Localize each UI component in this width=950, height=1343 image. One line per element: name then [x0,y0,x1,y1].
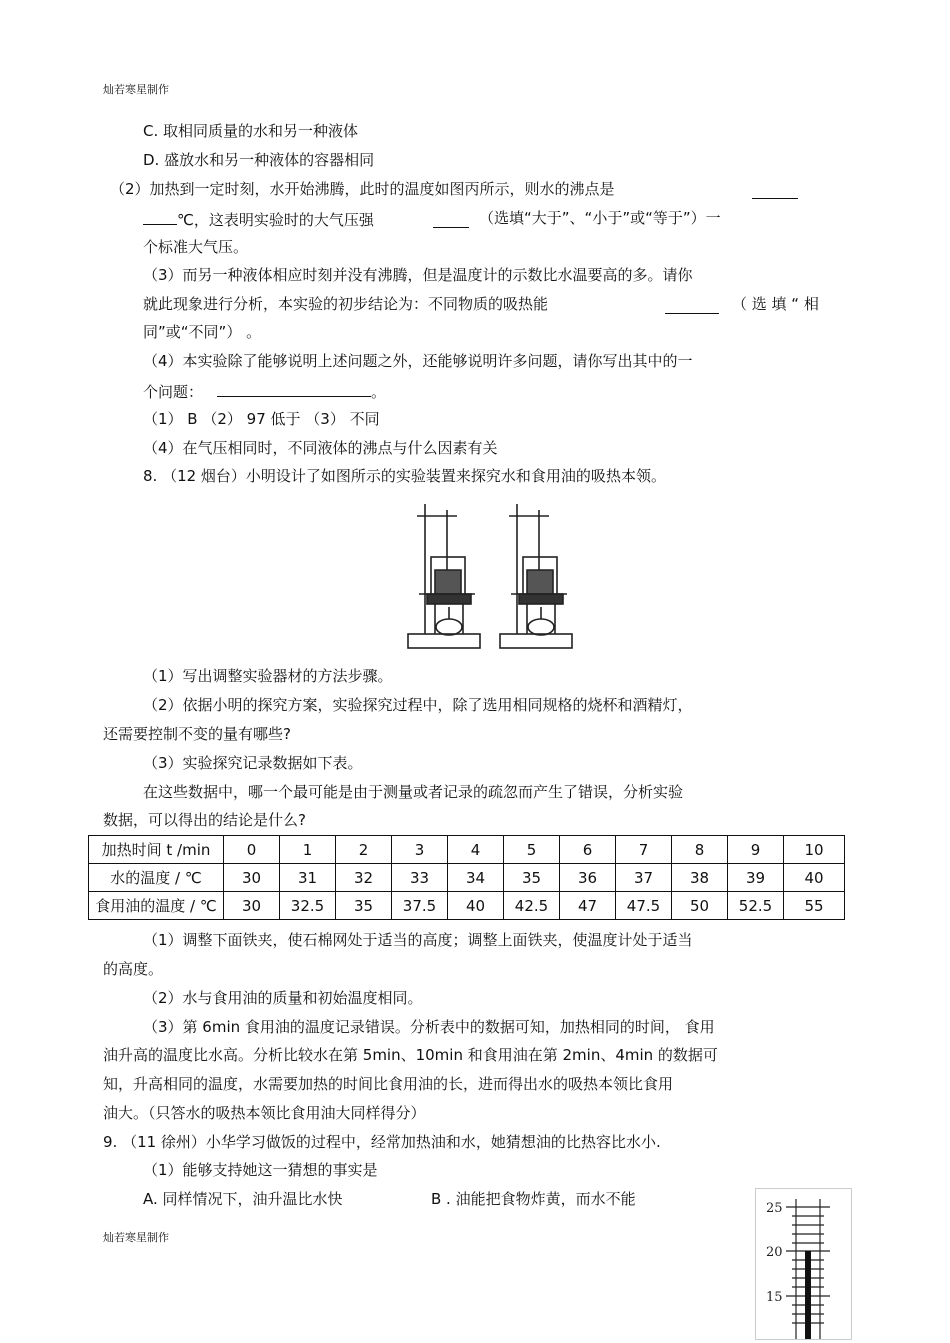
table-cell: 50 [672,892,728,920]
question-4-line1: （4）本实验除了能够说明上述问题之外，还能够说明许多问题，请你写出其中的一 [143,352,693,370]
table-cell: 31 [280,864,336,892]
table-cell: 47.5 [616,892,672,920]
tick-label-25: 25 [766,1201,783,1216]
table-cell: 37 [616,864,672,892]
table-cell: 9 [728,836,784,864]
table-row-oil [89,892,845,920]
table-cell: 47 [560,892,616,920]
table-cell: 35 [504,864,560,892]
table-cell: 33 [392,864,448,892]
mercury-column [805,1251,811,1339]
table-cell: 40 [448,892,504,920]
tick-label-15: 15 [766,1290,783,1305]
table-cell: 32.5 [280,892,336,920]
answer-8-3-line3: 知，升高相同的温度，水需要加热的时间比食用油的长，进而得出水的吸热本领比食用 [103,1075,674,1093]
question-2-unit-text: ℃，这表明实验时的大气压强 [177,211,374,229]
question-9: 9. （11 徐州）小华学习做饭的过程中，经常加热油和水，她猜想油的比热容比水小. [103,1133,661,1151]
answer-8-3-line2: 油升高的温度比水高。分析比较水在第 5min、10min 和食用油在第 2min、4min 的数据可 [103,1046,718,1064]
question-4-label: 个问题： [143,383,204,401]
option-d: D. 盛放水和另一种液体的容器相同 [143,151,375,169]
answer-8-1-line2: 的高度。 [103,960,164,978]
question-2-line3: 个标准大气压。 [143,238,249,256]
left-base [408,634,480,648]
table-cell: 37.5 [392,892,448,920]
table-cell: 38 [672,864,728,892]
left-alcohol-lamp [436,619,462,635]
question-8-part3: （3）实验探究记录数据如下表。 [143,754,363,772]
table-cell: 10 [784,836,845,864]
boiling-point-blank-b [143,208,177,225]
answer-8-3-line4: 油大。（只答水的吸热本领比食用油大同样得分） [103,1104,426,1122]
question-3-tail: （ 选 填 “ 相 [732,295,819,313]
answer-8-1-line1: （1）调整下面铁夹，使石棉网处于适当的高度；调整上面铁夹，使温度计处于适当 [143,931,693,949]
question-4-blank [217,380,371,397]
table-cell: 36 [560,864,616,892]
question-3-line3: 同”或“不同”） 。 [143,323,262,341]
question-2-text: （2）加热到一定时刻，水开始沸腾，此时的温度如图丙所示，则水的沸点是 [110,180,615,198]
question-3-line1: （3）而另一种液体相应时刻并没有沸腾，但是温度计的示数比水温要高的多。请你 [143,266,693,284]
table-cell: 39 [728,864,784,892]
question-8-part2-line2: 还需要控制不变的量有哪些? [103,725,291,743]
question-2-tail: （选填“大于”、“小于”或“等于”）一 [479,209,721,227]
apparatus-figure [405,502,585,652]
answer-line-1: （1） B （2） 97 低于 （3） 不同 [143,410,380,428]
heat-absorb-blank [665,297,719,314]
table-cell: 食用油的温度 / ℃ [89,892,224,920]
option-c: C. 取相同质量的水和另一种液体 [143,122,359,140]
tick-label-20: 20 [766,1245,783,1260]
right-alcohol-lamp [528,619,554,635]
question-8-part2-line1: （2）依据小明的探究方案，实验探究过程中，除了选用相同规格的烧杯和酒精灯， [143,696,693,714]
thermometer-figure [755,1188,852,1340]
table-cell: 55 [784,892,845,920]
question-8-part4-line2: 数据，可以得出的结论是什么? [103,811,306,829]
page-header: 灿若寒星制作 [103,83,169,96]
question-4-line2 [143,380,386,402]
answer-8-2: （2）水与食用油的质量和初始温度相同。 [143,989,423,1007]
page-footer: 灿若寒星制作 [103,1231,169,1244]
question-9-part1: （1）能够支持她这一猜想的事实是 [143,1161,378,1179]
question-2-line2 [143,208,374,230]
data-table [88,835,845,920]
question-9-option-a: A. 同样情况下，油升温比水快 [143,1190,343,1208]
answer-8-3-line1: （3）第 6min 食用油的温度记录错误。分析表中的数据可知，加热相同的时间， 食用 [143,1018,715,1036]
table-cell: 52.5 [728,892,784,920]
table-cell: 42.5 [504,892,560,920]
right-base [500,634,572,648]
table-cell: 1 [280,836,336,864]
table-cell: 加热时间 t /min [89,836,224,864]
question-8: 8. （12 烟台）小明设计了如图所示的实验装置来探究水和食用油的吸热本领。 [143,467,666,485]
table-row-water [89,864,845,892]
question-8-part1: （1）写出调整实验器材的方法步骤。 [143,667,393,685]
question-8-part4-line1: 在这些数据中，哪一个最可能是由于测量或者记录的疏忽而产生了错误，分析实验 [143,783,684,801]
table-cell: 2 [336,836,392,864]
table-cell: 6 [560,836,616,864]
table-cell: 30 [224,892,280,920]
question-9-option-b: B . 油能把食物炸黄，而水不能 [431,1190,636,1208]
table-cell: 0 [224,836,280,864]
table-cell: 7 [616,836,672,864]
table-cell: 水的温度 / ℃ [89,864,224,892]
question-4-end: 。 [371,383,387,401]
boiling-point-blank-a [752,182,798,199]
table-cell: 40 [784,864,845,892]
table-cell: 35 [336,892,392,920]
question-3-line2: 就此现象进行分析，本实验的初步结论为：不同物质的吸热能 [143,295,549,313]
pressure-blank [433,211,469,228]
answer-line-2: （4）在气压相同时，不同液体的沸点与什么因素有关 [143,439,498,457]
table-header-row [89,836,845,864]
table-cell: 32 [336,864,392,892]
table-cell: 4 [448,836,504,864]
table-cell: 8 [672,836,728,864]
question-2-line1 [110,179,615,199]
table-cell: 34 [448,864,504,892]
thermometer-drawing [756,1189,851,1339]
table-cell: 3 [392,836,448,864]
table-cell: 5 [504,836,560,864]
table-cell: 30 [224,864,280,892]
